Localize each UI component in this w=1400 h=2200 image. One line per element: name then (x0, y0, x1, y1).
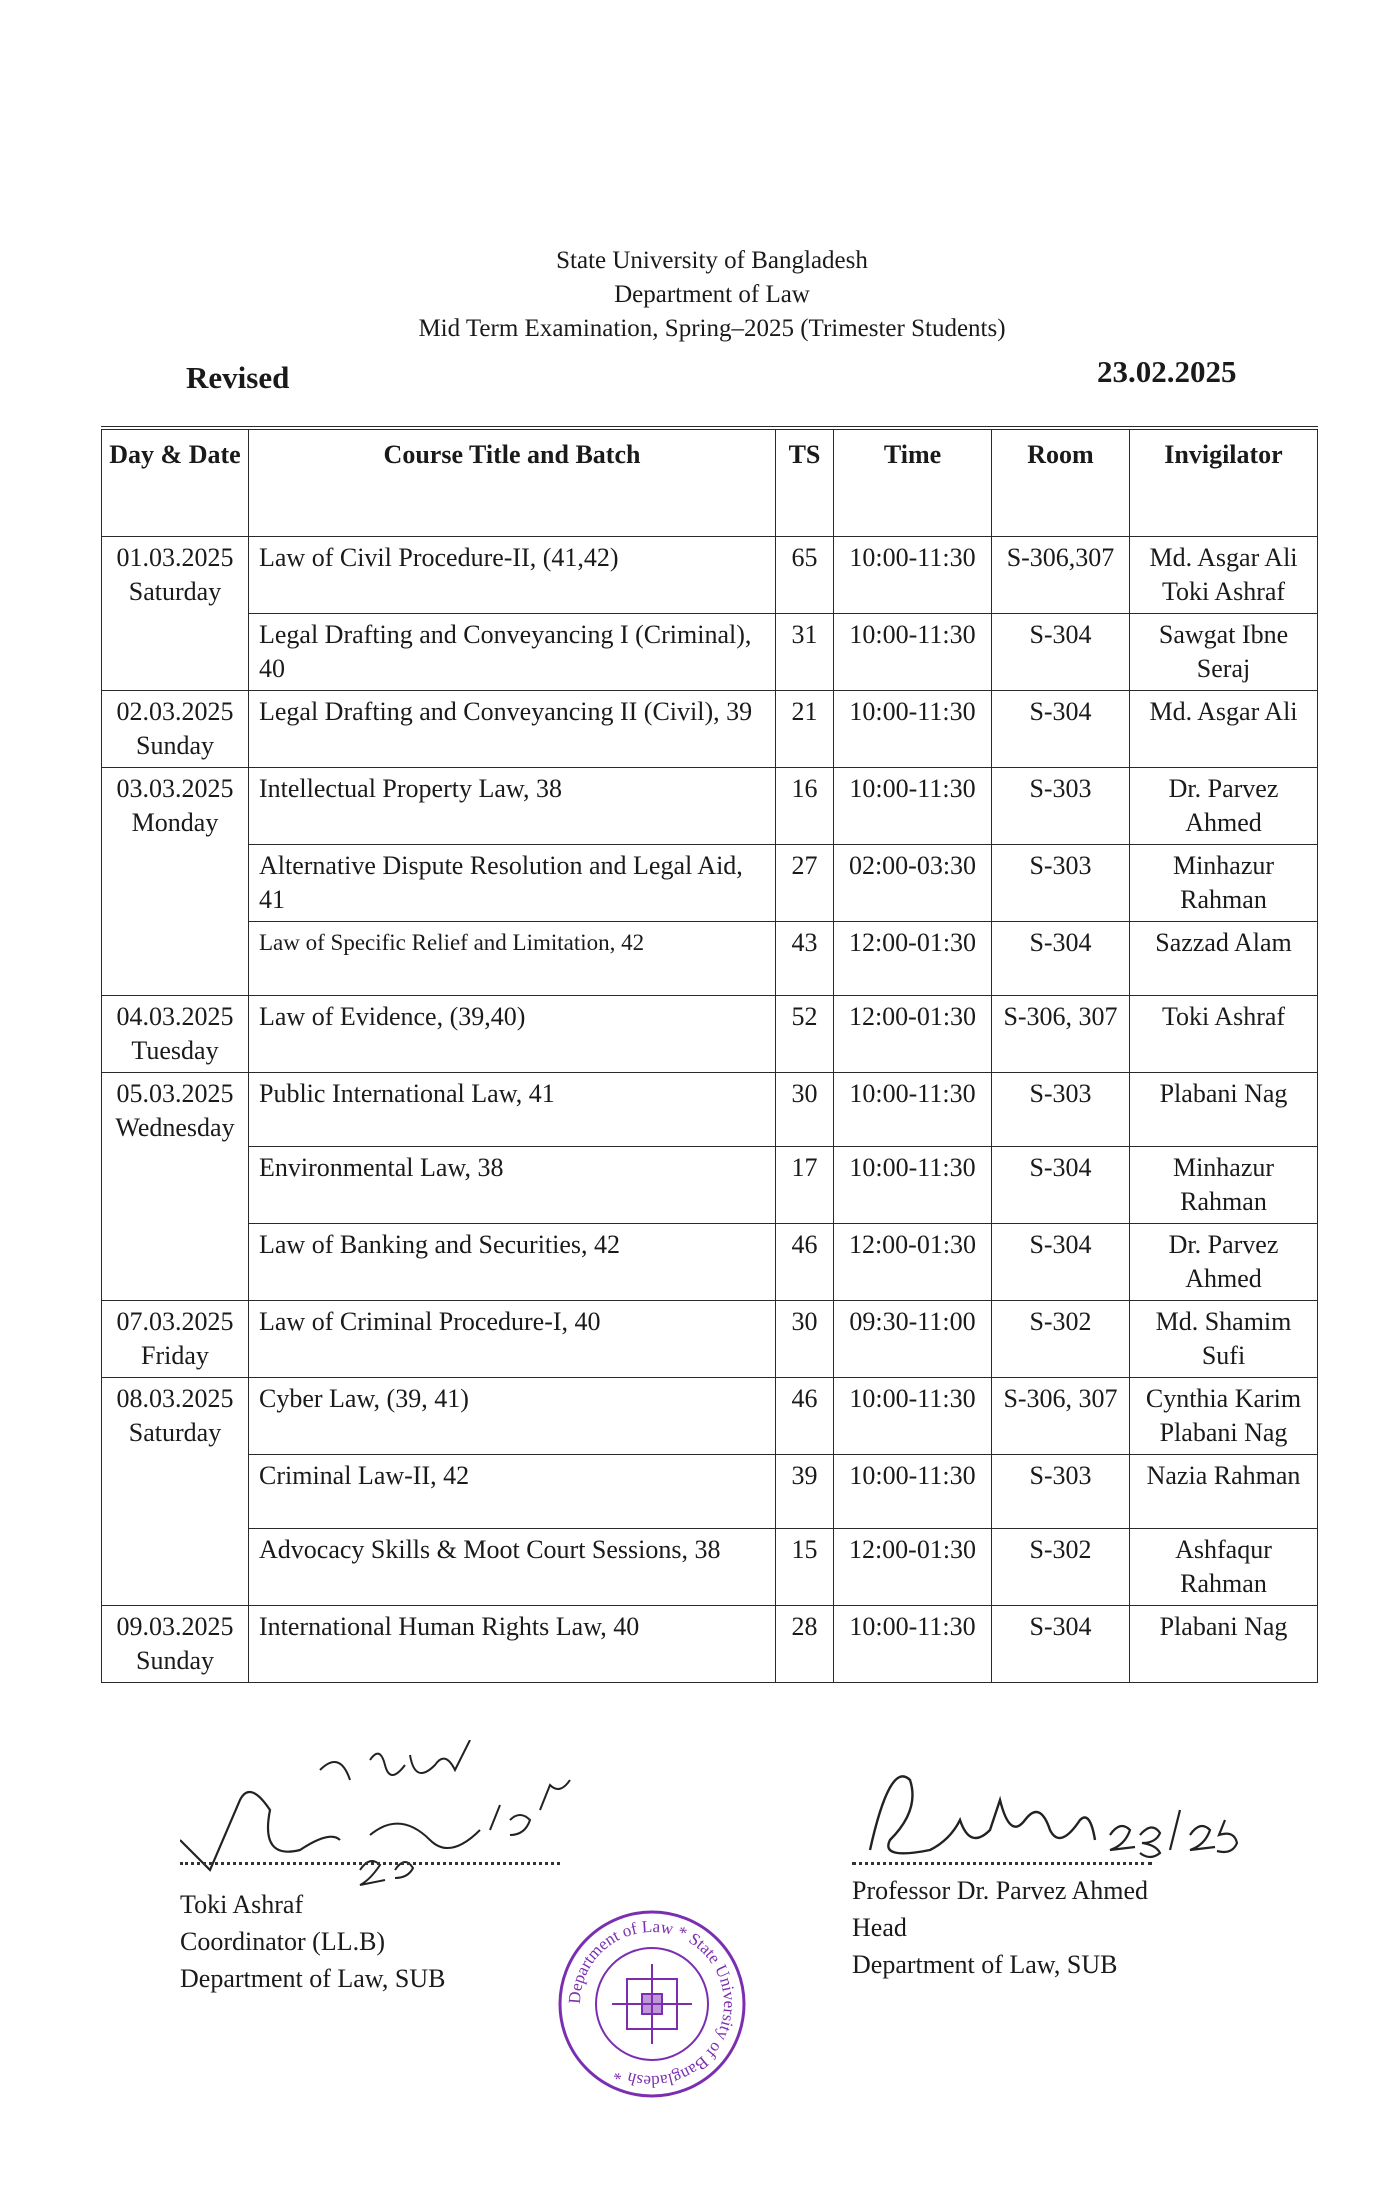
day-date-cell (102, 996, 249, 1073)
stamp-text: Department of Law * State University of Bangladesh * (564, 1916, 740, 2092)
invigilator-cell: Md. Asgar Ali Toki Ashraf (1130, 537, 1318, 614)
time-cell: 10:00-11:30 (834, 691, 992, 768)
header-room: Room (992, 428, 1130, 537)
room-cell: S-304 (992, 1147, 1130, 1224)
exam-title: Mid Term Examination, Spring–2025 (Trimester Students) (418, 315, 1006, 342)
time-cell: 10:00-11:30 (834, 1606, 992, 1683)
signatory-left (180, 1886, 445, 1997)
course-cell: International Human Rights Law, 40 (249, 1606, 776, 1683)
exam-date: 04.03.2025 (116, 1002, 234, 1031)
signatory-left-dept: Department of Law, SUB (180, 1964, 446, 1993)
signature-right (850, 1740, 1270, 1890)
ts-cell: 21 (776, 691, 834, 768)
room-cell: S-306, 307 (992, 1378, 1130, 1455)
time-cell: 12:00-01:30 (834, 1224, 992, 1301)
room-cell: S-304 (992, 614, 1130, 691)
ts-cell: 28 (776, 1606, 834, 1683)
exam-day: Saturday (128, 1418, 222, 1447)
time-cell: 12:00-01:30 (834, 1529, 992, 1606)
time-cell: 10:00-11:30 (834, 537, 992, 614)
day-date-cell (102, 1606, 249, 1683)
signature-line-left (180, 1862, 560, 1865)
signature-line-right (852, 1862, 1152, 1865)
ts-cell: 46 (776, 1378, 834, 1455)
signatory-right (852, 1872, 1148, 1983)
table-row (102, 1147, 1318, 1224)
ts-cell: 65 (776, 537, 834, 614)
table-row (102, 1224, 1318, 1301)
room-cell: S-306, 307 (992, 996, 1130, 1073)
day-date-cell (102, 1378, 249, 1606)
ts-cell: 52 (776, 996, 834, 1073)
course-cell: Environmental Law, 38 (249, 1147, 776, 1224)
time-cell: 10:00-11:30 (834, 1455, 992, 1529)
course-cell: Law of Specific Relief and Limitation, 42 (249, 922, 776, 996)
room-cell: S-304 (992, 922, 1130, 996)
course-cell: Legal Drafting and Conveyancing II (Civil), 39 (249, 691, 776, 768)
time-cell: 10:00-11:30 (834, 768, 992, 845)
header-ts: TS (776, 428, 834, 537)
course-cell: Law of Civil Procedure-II, (41,42) (249, 537, 776, 614)
invigilator-cell: Dr. Parvez Ahmed (1130, 1224, 1318, 1301)
room-cell: S-304 (992, 1606, 1130, 1683)
invigilator-cell: Plabani Nag (1130, 1606, 1318, 1683)
time-cell: 10:00-11:30 (834, 1073, 992, 1147)
header-invigilator: Invigilator (1130, 428, 1318, 537)
table-row (102, 1073, 1318, 1147)
ts-cell: 15 (776, 1529, 834, 1606)
ts-cell: 30 (776, 1073, 834, 1147)
exam-day: Friday (141, 1341, 209, 1370)
room-cell: S-304 (992, 691, 1130, 768)
table-header-row (102, 428, 1318, 537)
invigilator-cell: Md. Shamim Sufi (1130, 1301, 1318, 1378)
course-cell: Law of Banking and Securities, 42 (249, 1224, 776, 1301)
ts-cell: 27 (776, 845, 834, 922)
invigilator-cell: Toki Ashraf (1130, 996, 1318, 1073)
room-cell: S-303 (992, 1073, 1130, 1147)
course-cell: Legal Drafting and Conveyancing I (Criminal), 40 (249, 614, 776, 691)
day-date-cell (102, 1301, 249, 1378)
exam-date: 08.03.2025 (116, 1384, 234, 1413)
time-cell: 12:00-01:30 (834, 922, 992, 996)
table-row (102, 1301, 1318, 1378)
exam-day: Sunday (136, 1646, 214, 1675)
ts-cell: 46 (776, 1224, 834, 1301)
course-cell: Cyber Law, (39, 41) (249, 1378, 776, 1455)
exam-day: Tuesday (131, 1036, 219, 1065)
exam-date: 02.03.2025 (116, 697, 234, 726)
document-header (0, 244, 1400, 346)
department-stamp (552, 1904, 752, 2104)
day-date-cell (102, 768, 249, 996)
invigilator-cell: Sawgat Ibne Seraj (1130, 614, 1318, 691)
ts-cell: 30 (776, 1301, 834, 1378)
room-cell: S-303 (992, 768, 1130, 845)
table-row (102, 1455, 1318, 1529)
university-name: State University of Bangladesh (556, 247, 868, 274)
ts-cell: 31 (776, 614, 834, 691)
exam-date: 01.03.2025 (116, 543, 234, 572)
table-row (102, 996, 1318, 1073)
exam-day: Wednesday (115, 1113, 235, 1142)
signatory-right-title: Head (852, 1913, 907, 1942)
table-row (102, 1378, 1318, 1455)
table-row (102, 614, 1318, 691)
day-date-cell (102, 691, 249, 768)
invigilator-cell: Md. Asgar Ali (1130, 691, 1318, 768)
exam-date: 05.03.2025 (116, 1079, 234, 1108)
time-cell: 10:00-11:30 (834, 614, 992, 691)
exam-day: Monday (131, 808, 219, 837)
exam-date: 09.03.2025 (116, 1612, 234, 1641)
course-cell: Public International Law, 41 (249, 1073, 776, 1147)
course-cell: Alternative Dispute Resolution and Legal Aid, 41 (249, 845, 776, 922)
time-cell: 10:00-11:30 (834, 1147, 992, 1224)
exam-date: 07.03.2025 (116, 1307, 234, 1336)
invigilator-cell: Nazia Rahman (1130, 1455, 1318, 1529)
table-row (102, 922, 1318, 996)
course-cell: Law of Criminal Procedure-I, 40 (249, 1301, 776, 1378)
header-time: Time (834, 428, 992, 537)
ts-cell: 43 (776, 922, 834, 996)
exam-day: Sunday (136, 731, 214, 760)
header-course: Course Title and Batch (249, 428, 776, 537)
course-cell: Law of Evidence, (39,40) (249, 996, 776, 1073)
room-cell: S-303 (992, 845, 1130, 922)
signatory-right-dept: Department of Law, SUB (852, 1950, 1118, 1979)
invigilator-cell: Plabani Nag (1130, 1073, 1318, 1147)
revised-label: Revised (186, 360, 290, 395)
invigilator-cell: Minhazur Rahman (1130, 845, 1318, 922)
table-row (102, 691, 1318, 768)
invigilator-cell: Cynthia Karim Plabani Nag (1130, 1378, 1318, 1455)
invigilator-cell: Sazzad Alam (1130, 922, 1318, 996)
room-cell: S-304 (992, 1224, 1130, 1301)
table-row (102, 1529, 1318, 1606)
signatory-left-name: Toki Ashraf (180, 1890, 304, 1919)
signatory-left-title: Coordinator (LL.B) (180, 1927, 386, 1956)
time-cell: 02:00-03:30 (834, 845, 992, 922)
document-date: 23.02.2025 (1097, 354, 1237, 389)
ts-cell: 16 (776, 768, 834, 845)
course-cell: Intellectual Property Law, 38 (249, 768, 776, 845)
ts-cell: 39 (776, 1455, 834, 1529)
exam-schedule-table (101, 426, 1318, 1683)
room-cell: S-303 (992, 1455, 1130, 1529)
signatory-right-name: Professor Dr. Parvez Ahmed (852, 1876, 1149, 1905)
table-row (102, 1606, 1318, 1683)
room-cell: S-302 (992, 1529, 1130, 1606)
table-row (102, 845, 1318, 922)
time-cell: 10:00-11:30 (834, 1378, 992, 1455)
header-day-date: Day & Date (102, 428, 249, 537)
invigilator-cell: Ashfaqur Rahman (1130, 1529, 1318, 1606)
course-cell: Criminal Law-II, 42 (249, 1455, 776, 1529)
invigilator-cell: Minhazur Rahman (1130, 1147, 1318, 1224)
ts-cell: 17 (776, 1147, 834, 1224)
table-row (102, 537, 1318, 614)
day-date-cell (102, 537, 249, 691)
room-cell: S-302 (992, 1301, 1130, 1378)
time-cell: 09:30-11:00 (834, 1301, 992, 1378)
time-cell: 12:00-01:30 (834, 996, 992, 1073)
exam-day: Saturday (128, 577, 222, 606)
day-date-cell (102, 1073, 249, 1301)
table-row (102, 768, 1318, 845)
department-name: Department of Law (614, 281, 810, 308)
invigilator-cell: Dr. Parvez Ahmed (1130, 768, 1318, 845)
course-cell: Advocacy Skills & Moot Court Sessions, 38 (249, 1529, 776, 1606)
signature-left (180, 1740, 580, 1890)
room-cell: S-306,307 (992, 537, 1130, 614)
exam-date: 03.03.2025 (116, 774, 234, 803)
